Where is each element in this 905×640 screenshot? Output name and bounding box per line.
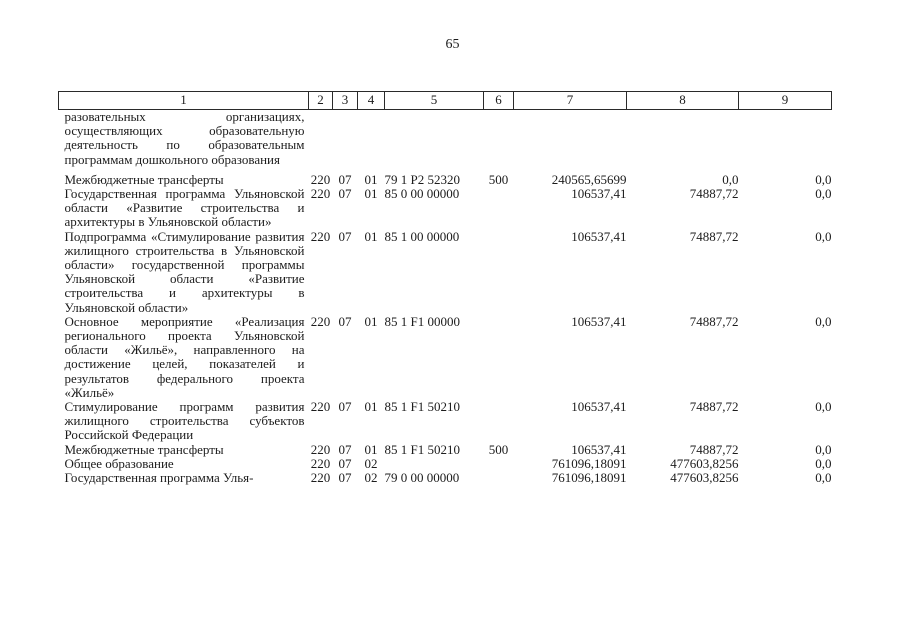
table-row xyxy=(59,443,832,457)
cell-sum-3: 0,0 xyxy=(815,441,832,457)
cell-kvsr: 220 xyxy=(310,186,331,202)
column-header: 8 xyxy=(627,92,739,110)
cell-kcsr xyxy=(385,457,484,471)
row-name: Государственная программа Ульяновской области «Развитие строительства и архитектуры в Ульяновской области» xyxy=(64,186,305,230)
cell-pr: 02 xyxy=(364,455,378,471)
cell-rz: 07 xyxy=(338,399,352,415)
table-row xyxy=(59,167,832,187)
cell-kvr xyxy=(484,187,514,230)
cell-sum-3 xyxy=(739,110,832,167)
row-name: Межбюджетные трансферты xyxy=(64,171,224,187)
row-name: Государственная программа Улья- xyxy=(64,470,254,486)
cell-kcsr: 85 1 F1 50210 xyxy=(384,441,460,457)
cell-kvr xyxy=(484,400,514,443)
table-row xyxy=(59,471,832,485)
row-name: Общее образование xyxy=(64,455,174,471)
cell-kvsr: 220 xyxy=(310,455,331,471)
cell-sum-2 xyxy=(627,110,739,167)
table-row xyxy=(59,400,832,443)
cell-kvr xyxy=(484,315,514,400)
cell-kvsr: 220 xyxy=(310,313,331,329)
cell-sum-3: 0,0 xyxy=(815,171,832,187)
cell-sum-2: 74887,72 xyxy=(689,313,739,329)
cell-kcsr xyxy=(385,110,484,167)
cell-kcsr: 85 1 F1 00000 xyxy=(384,313,460,329)
cell-sum-3: 0,0 xyxy=(815,228,832,244)
cell-kvsr xyxy=(309,110,333,167)
cell-kvr xyxy=(484,471,514,485)
cell-sum-1: 106537,41 xyxy=(571,228,627,244)
cell-kvr xyxy=(484,110,514,167)
budget-table xyxy=(58,91,832,485)
cell-sum-1: 106537,41 xyxy=(571,186,627,202)
cell-sum-1 xyxy=(514,110,627,167)
cell-kvsr: 220 xyxy=(310,171,331,187)
cell-kvsr: 220 xyxy=(310,228,331,244)
cell-pr: 01 xyxy=(364,399,378,415)
table-body xyxy=(59,110,832,486)
column-header: 2 xyxy=(309,92,333,110)
cell-rz: 07 xyxy=(338,470,352,486)
table-row xyxy=(59,110,832,167)
cell-pr: 01 xyxy=(364,441,378,457)
cell-kcsr: 79 1 P2 52320 xyxy=(384,171,460,187)
cell-pr: 01 xyxy=(364,171,378,187)
cell-sum-3: 0,0 xyxy=(815,313,832,329)
table-row xyxy=(59,230,832,315)
cell-kcsr: 79 0 00 00000 xyxy=(384,470,460,486)
cell-kvr: 500 xyxy=(488,171,509,187)
table-row xyxy=(59,315,832,400)
cell-rz xyxy=(333,110,358,167)
cell-sum-2: 74887,72 xyxy=(689,399,739,415)
table-row xyxy=(59,187,832,230)
cell-pr: 01 xyxy=(364,313,378,329)
cell-rz: 07 xyxy=(338,186,352,202)
column-header: 7 xyxy=(514,92,627,110)
cell-pr: 01 xyxy=(364,228,378,244)
row-name: Межбюджетные трансферты xyxy=(64,441,224,457)
cell-kcsr: 85 1 00 00000 xyxy=(384,228,460,244)
cell-kvsr: 220 xyxy=(310,441,331,457)
cell-sum-1: 106537,41 xyxy=(571,399,627,415)
cell-kvsr: 220 xyxy=(310,399,331,415)
cell-kcsr: 85 1 F1 50210 xyxy=(384,399,460,415)
cell-kvsr: 220 xyxy=(310,470,331,486)
cell-rz: 07 xyxy=(338,228,352,244)
cell-sum-1: 240565,65699 xyxy=(551,171,627,187)
column-header: 3 xyxy=(333,92,358,110)
cell-sum-3: 0,0 xyxy=(815,186,832,202)
cell-sum-3: 0,0 xyxy=(815,470,832,486)
column-header: 5 xyxy=(385,92,484,110)
cell-pr xyxy=(358,110,385,167)
row-name: Стимулирование программ развития жилищного строительства субъектов Российской Федерации xyxy=(64,399,305,443)
cell-kvr xyxy=(484,230,514,315)
cell-rz: 07 xyxy=(338,171,352,187)
cell-sum-1: 761096,18091 xyxy=(551,455,627,471)
table-header-row xyxy=(59,92,832,110)
cell-sum-3: 0,0 xyxy=(815,455,832,471)
column-header: 6 xyxy=(484,92,514,110)
cell-sum-2: 74887,72 xyxy=(689,441,739,457)
cell-kvr xyxy=(484,457,514,471)
column-header: 9 xyxy=(739,92,832,110)
cell-pr: 02 xyxy=(364,470,378,486)
cell-rz: 07 xyxy=(338,441,352,457)
page-number: 65 xyxy=(445,37,460,52)
cell-sum-1: 106537,41 xyxy=(571,313,627,329)
cell-sum-2: 74887,72 xyxy=(689,186,739,202)
cell-sum-2: 477603,8256 xyxy=(670,470,739,486)
cell-sum-1: 761096,18091 xyxy=(551,470,627,486)
row-name: разовательных организациях, осуществляющих образовательную деятельность по образовательным программам дошкольного образования xyxy=(64,109,305,167)
cell-rz: 07 xyxy=(338,313,352,329)
cell-sum-2: 74887,72 xyxy=(689,228,739,244)
cell-pr: 01 xyxy=(364,186,378,202)
cell-rz: 07 xyxy=(338,455,352,471)
cell-kcsr: 85 0 00 00000 xyxy=(384,186,460,202)
cell-sum-1: 106537,41 xyxy=(571,441,627,457)
table-row xyxy=(59,457,832,471)
cell-sum-2: 0,0 xyxy=(722,171,739,187)
cell-sum-2: 477603,8256 xyxy=(670,455,739,471)
cell-kvr: 500 xyxy=(488,441,509,457)
column-header: 4 xyxy=(358,92,385,110)
cell-sum-3: 0,0 xyxy=(815,399,832,415)
column-header: 1 xyxy=(59,92,309,110)
row-name: Основное мероприятие «Реализация регионального проекта Ульяновской области «Жильё», направленного на достижение целей, показателей и результатов федерального проекта «Жильё» xyxy=(64,313,305,400)
row-name: Подпрограмма «Стимулирование развития жилищного строительства в Ульяновской области» государственной программы Ульяновской области «Развитие строительства и архитектуры в Ульяновской области» xyxy=(64,228,305,315)
